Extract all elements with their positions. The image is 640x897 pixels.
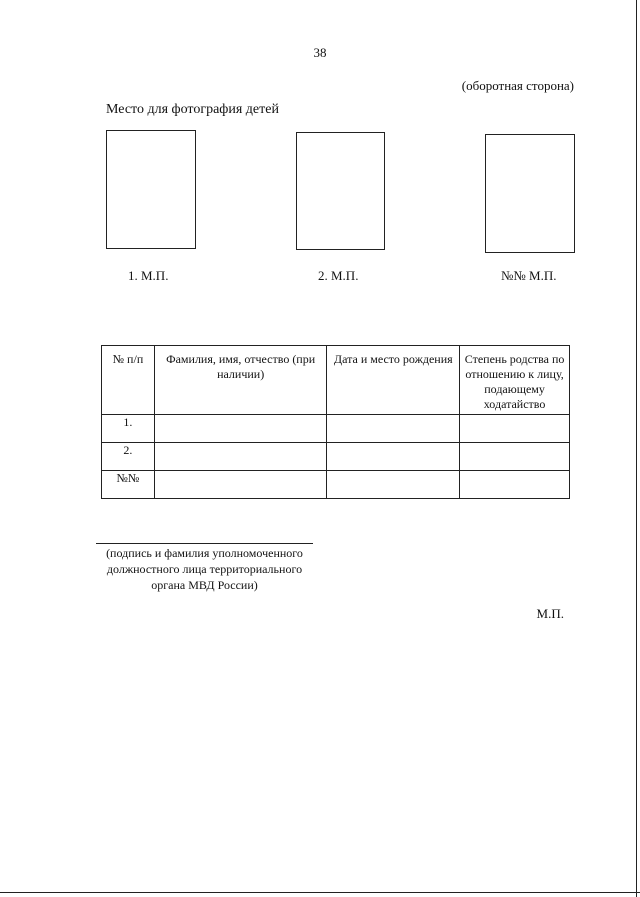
relationship-cell <box>460 415 570 443</box>
photo-box-2 <box>296 132 385 250</box>
name-cell <box>154 415 327 443</box>
birth-cell <box>327 415 460 443</box>
row-number-cell: 2. <box>102 443 155 471</box>
table-row <box>102 471 570 499</box>
name-cell <box>154 471 327 499</box>
header-relationship: Степень родства по отношению к лицу, подающему ходатайство <box>460 346 570 415</box>
photo-box-3 <box>485 134 575 253</box>
photo-label-1: 1. М.П. <box>128 268 169 283</box>
name-cell <box>154 443 327 471</box>
photo-area-caption: Место для фотография детей <box>106 102 279 117</box>
table-header-row <box>102 346 570 415</box>
reverse-side-label: (оборотная сторона) <box>461 78 574 93</box>
row-number-cell: №№ <box>102 471 155 499</box>
table-row <box>102 415 570 443</box>
relationship-cell <box>460 443 570 471</box>
row-number-cell: 1. <box>102 415 155 443</box>
page-edge-bottom <box>0 892 640 893</box>
relationship-cell <box>460 471 570 499</box>
page-number: 38 <box>313 45 327 60</box>
signature-caption: (подпись и фамилия уполномоченного должностного лица территориального органа МВД России) <box>106 546 303 592</box>
header-birth-date-place: Дата и место рождения <box>327 346 460 415</box>
children-table <box>101 345 570 499</box>
photo-label-3: №№ М.П. <box>501 268 557 283</box>
photo-label-2: 2. М.П. <box>318 268 359 283</box>
birth-cell <box>327 471 460 499</box>
signature-line <box>96 543 313 544</box>
header-number: № п/п <box>102 346 155 415</box>
stamp-label: М.П. <box>536 606 564 621</box>
page-edge-right <box>636 0 637 897</box>
photo-box-1 <box>106 130 196 249</box>
header-full-name: Фамилия, имя, отчество (при наличии) <box>154 346 327 415</box>
birth-cell <box>327 443 460 471</box>
table-row <box>102 443 570 471</box>
